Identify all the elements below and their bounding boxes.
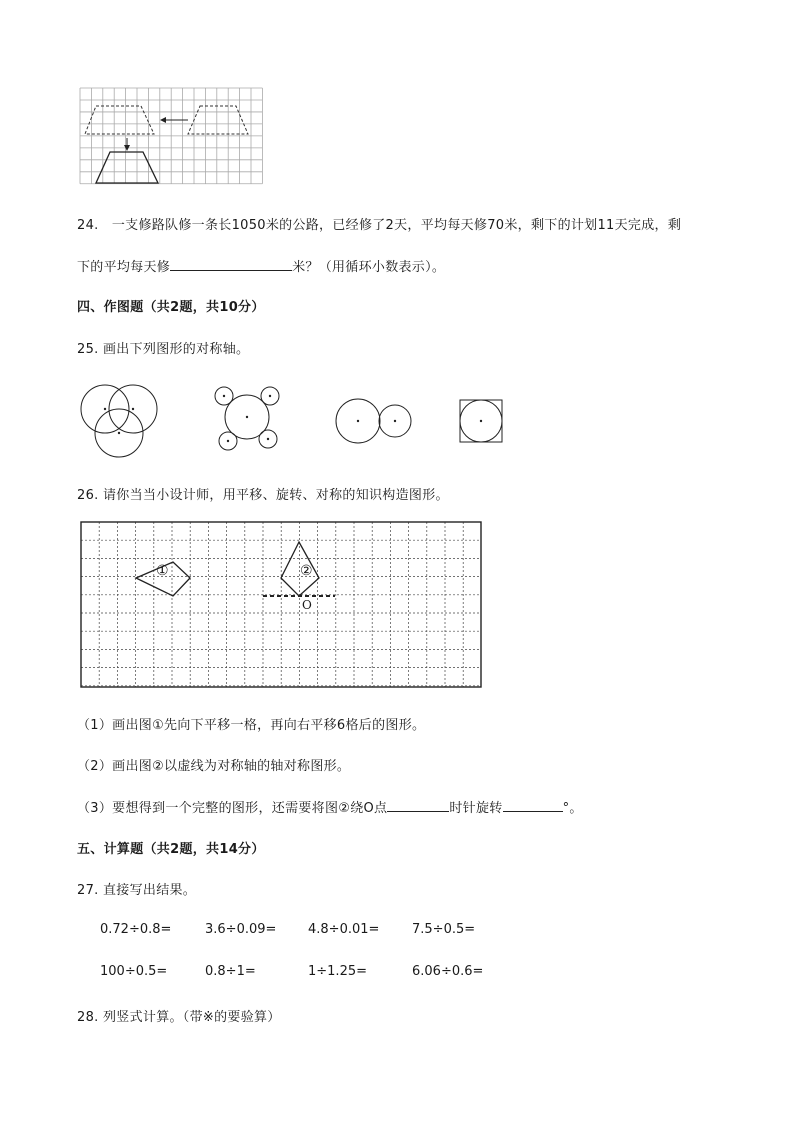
q26-text: 26. 请你当当小设计师，用平移、旋转、对称的知识构造图形。	[77, 488, 449, 503]
q25-text: 25. 画出下列图形的对称轴。	[77, 342, 250, 357]
shape-2-label: ②	[300, 563, 313, 579]
q24-line2-after: 米？（用循环小数表示）。	[292, 260, 446, 275]
q27-item: 4.8÷0.01=	[308, 922, 380, 937]
q27-item: 100÷0.5=	[100, 964, 168, 979]
q26-sub3-part-c: °。	[562, 801, 583, 816]
q24-line2-before: 下的平均每天修	[77, 260, 171, 275]
q26-sub2: （2）画出图②以虚线为对称轴的轴对称图形。	[77, 759, 351, 774]
q24-line1: 24. 一支修路队修一条长1050米的公路，已经修了2天，平均每天修70米，剩下的计划11天完成，剩	[77, 218, 682, 233]
q24-line2	[77, 256, 445, 275]
q27-item: 0.8÷1=	[205, 964, 256, 979]
q24-answer-blank[interactable]	[170, 258, 292, 271]
section-5-title: 五、计算题（共2题，共14分）	[77, 842, 265, 857]
q27-item: 6.06÷0.6=	[412, 964, 484, 979]
q26-degree-blank[interactable]	[503, 799, 563, 812]
q26-grid-figure	[81, 522, 481, 688]
q27-item: 3.6÷0.09=	[205, 922, 277, 937]
section-4-title: 四、作图题（共2题，共10分）	[77, 300, 265, 315]
q28-text: 28. 列竖式计算。（带※的要验算）	[77, 1010, 281, 1025]
q26-sub1: （1）画出图①先向下平移一格，再向右平移6格后的图形。	[77, 718, 426, 733]
q27-text: 27. 直接写出结果。	[77, 883, 197, 898]
point-o-label: O	[302, 598, 312, 612]
q27-item: 0.72÷0.8=	[100, 922, 172, 937]
q26-sub3	[77, 797, 583, 816]
q27-item: 7.5÷0.5=	[412, 922, 476, 937]
shape-1-label: ①	[156, 563, 169, 579]
q26-sub3-part-b: 时针旋转	[449, 801, 503, 816]
q26-sub3-part-a: （3）要想得到一个完整的图形，还需要将图②绕O点	[77, 801, 388, 816]
q25-circle-figures	[78, 380, 518, 460]
q27-item: 1÷1.25=	[308, 964, 368, 979]
trapezoid-translation-figure	[80, 88, 280, 198]
q26-direction-blank[interactable]	[387, 799, 449, 812]
